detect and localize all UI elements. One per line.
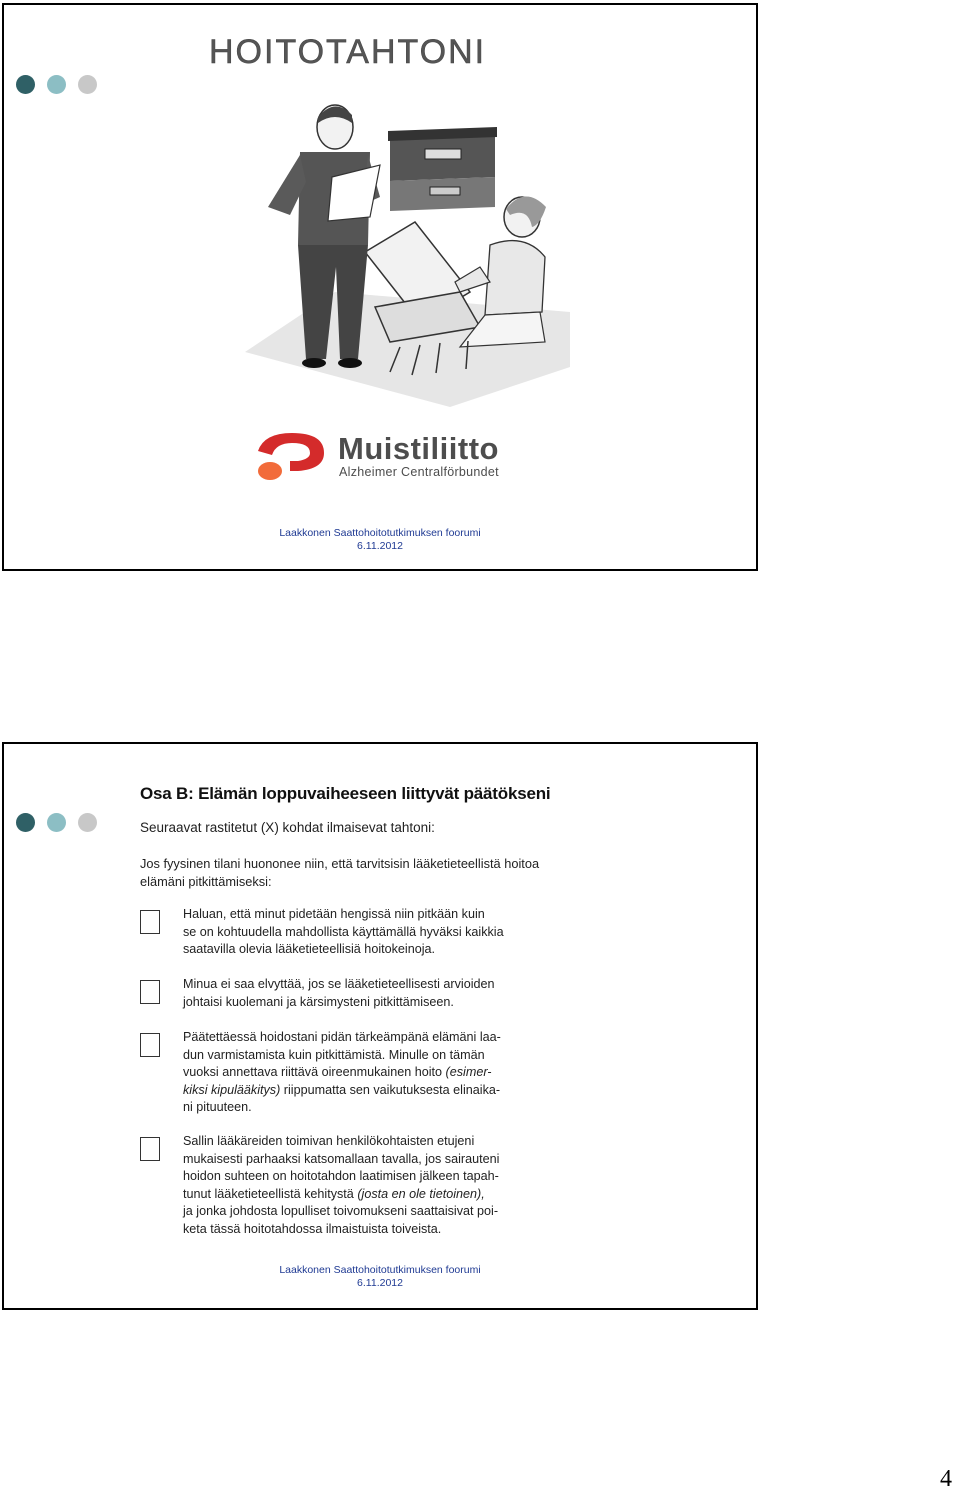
- intro-text: [140, 855, 590, 891]
- footer-line-2: 6.11.2012: [357, 1277, 403, 1289]
- footer-line-1: Laakkonen Saattohoitotutkimuksen foorumi: [279, 527, 481, 539]
- option-line: ni pituuteen.: [183, 1100, 252, 1114]
- option-line: Minua ei saa elvyttää, jos se lääketieteellisesti arvioiden: [183, 977, 495, 991]
- logo-mark-icon: [254, 431, 326, 483]
- option-line: mukaisesti parhaaksi katsomallaan tavalla, jos sairauteni: [183, 1151, 500, 1166]
- slide-title: Osa B: Elämän loppuvaiheeseen liittyvät päätökseni: [140, 784, 551, 803]
- dot-light: [47, 813, 66, 832]
- slide-2: [2, 742, 758, 1310]
- footer-line-1: Laakkonen Saattohoitotutkimuksen foorumi: [279, 1264, 481, 1276]
- option-3-checkbox[interactable]: [140, 1033, 160, 1057]
- logo-name: Muistiliitto: [338, 431, 499, 466]
- option-line: saatavilla olevia lääketieteellisiä hoitokeinoja.: [183, 942, 436, 956]
- option-line: johtaisi kuolemani ja kärsimysteni pitkittämiseen.: [183, 994, 454, 1009]
- dot-grey: [78, 813, 97, 832]
- option-1-text: [183, 906, 543, 959]
- intro-line: Jos fyysinen tilani huononee niin, että tarvitsisin lääketieteellistä hoitoa: [140, 856, 540, 871]
- option-line: Sallin lääkäreiden toimivan henkilökohtaisten etujeni: [183, 1134, 475, 1148]
- option-3-text: [183, 1029, 543, 1117]
- slide-dots: [16, 75, 97, 94]
- illustration-image: [240, 97, 575, 409]
- slide-footer: [4, 1264, 756, 1290]
- slide-title: HOITOTAHTONI: [209, 33, 487, 71]
- option-line: vuoksi annettava riittävä oireenmukainen hoito (esimer-: [183, 1065, 492, 1079]
- page-number: 4: [940, 1466, 952, 1492]
- slide-footer: [4, 527, 756, 553]
- logo-subtitle: Alzheimer Centralförbundet: [339, 465, 499, 479]
- option-2-text: [183, 976, 543, 1011]
- dot-grey: [78, 75, 97, 94]
- option-line: tunut lääketieteellistä kehitystä (josta en ole tietoinen),: [183, 1186, 485, 1201]
- option-line: ja jonka johdosta lopulliset toivomukseni saattaisivat poi-: [183, 1204, 499, 1218]
- dot-dark: [16, 75, 35, 94]
- option-2-checkbox[interactable]: [140, 980, 160, 1004]
- intro-line: elämäni pitkittämiseksi:: [140, 874, 272, 889]
- option-line: hoidon suhteen on hoitotahdon laatimisen jälkeen tapah-: [183, 1169, 499, 1183]
- option-line: keta tässä hoitotahdossa ilmaistuista toiveista.: [183, 1221, 442, 1236]
- option-1-checkbox[interactable]: [140, 910, 160, 934]
- option-line: Päätettäessä hoidostani pidän tärkeämpänä elämäni laa-: [183, 1030, 501, 1044]
- muistiliitto-logo: [254, 429, 554, 485]
- option-line: dun varmistamista kuin pitkittämistä. Minulle on tämän: [183, 1047, 485, 1062]
- option-4-checkbox[interactable]: [140, 1137, 160, 1161]
- footer-line-2: 6.11.2012: [357, 540, 403, 552]
- dot-light: [47, 75, 66, 94]
- slide-subtitle: Seuraavat rastitetut (X) kohdat ilmaisevat tahtoni:: [140, 820, 435, 835]
- slide-1: [2, 3, 758, 571]
- option-4-text: [183, 1133, 543, 1238]
- option-line: se on kohtuudella mahdollista käyttämällä hyväksi kaikkia: [183, 924, 504, 939]
- slide-dots: [16, 813, 97, 832]
- option-line: Haluan, että minut pidetään hengissä niin pitkään kuin: [183, 907, 485, 921]
- option-line: kiksi kipulääkitys) riippumatta sen vaikutuksesta elinaika-: [183, 1082, 501, 1097]
- dot-dark: [16, 813, 35, 832]
